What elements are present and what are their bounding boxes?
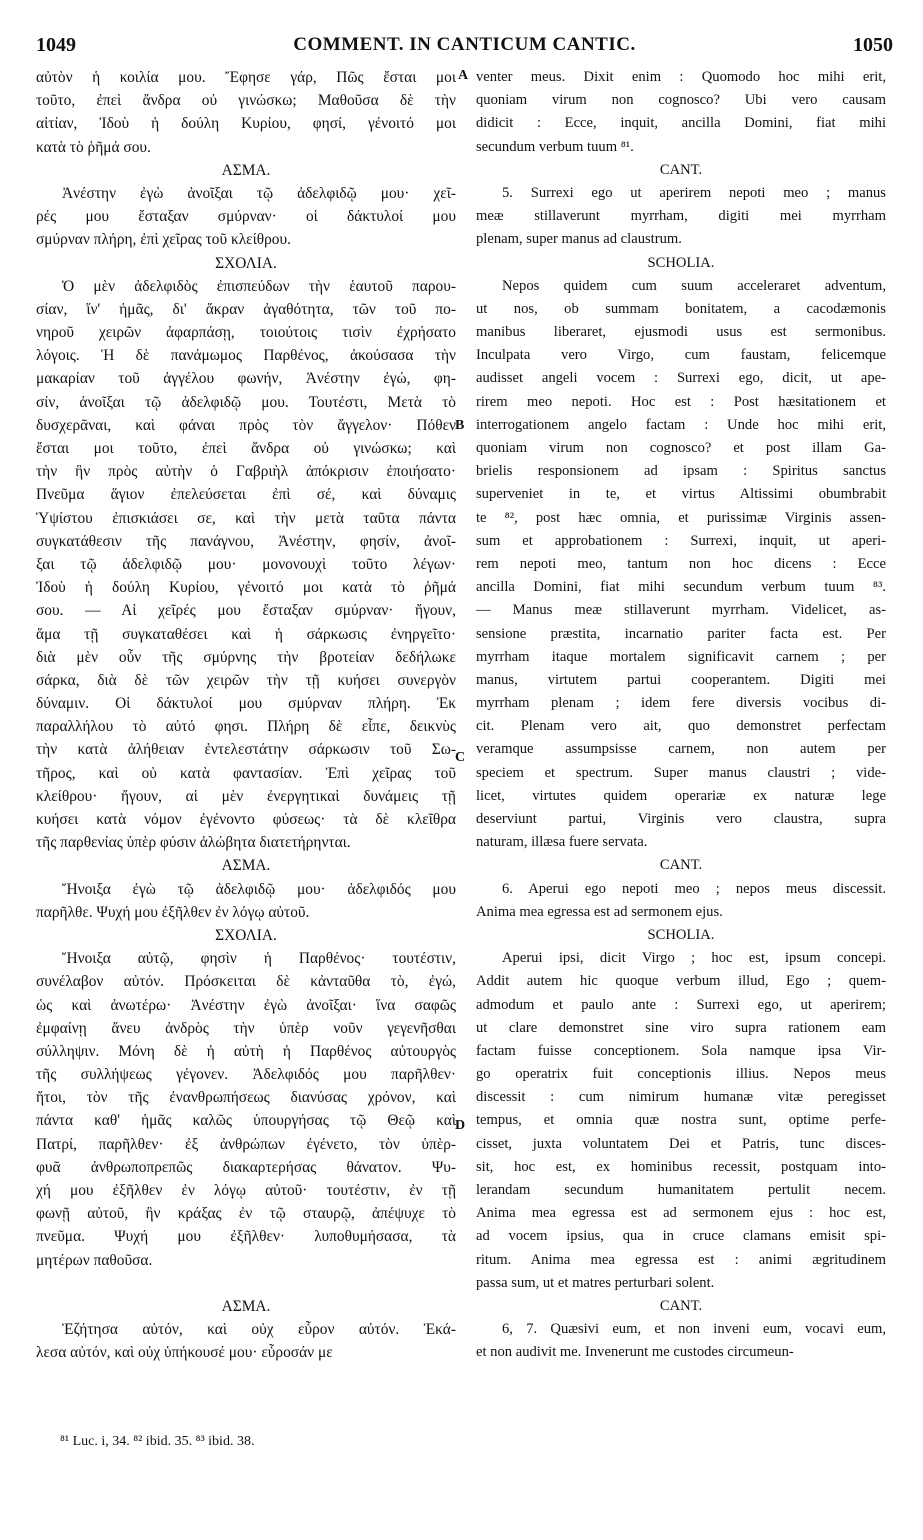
text-line: cit. Plenam vero ait, quo demonstret perfectam [476, 718, 886, 735]
text-line: plenam, super manus ad claustrum. [476, 231, 682, 248]
text-line: Ὁ μὲν ἀδελφιδὸς ἐπισπεύδων τὴν ἑαυτοῦ παρου- [62, 277, 456, 295]
text-line: τὴν ἣν πρὸς αὐτὴν ὁ Γαβριὴλ ἀπόκρισιν ἐποιήσατο· [36, 463, 456, 481]
text-line: ancilla Domini, fiat mihi secundum verbum tuum ⁸³. [476, 579, 886, 596]
text-line: κυήσει κατὰ νόμον ἐγένοντο φύσεως· τὰ δὲ κλεῖθρα [36, 811, 456, 828]
text-line: go operatrix fuit conceptionis illius. Nepos meus [476, 1066, 886, 1083]
text-line: ἤτοι, τὸν τῆς ἐνανθρωπήσεως διανύσας χρόνον, καὶ [36, 1089, 456, 1107]
greek-column [36, 66, 456, 1365]
text-line: 6, 7. Quæsivi eum, et non inveni eum, vocavi eum, [502, 1321, 886, 1338]
text-line: manibus liberaret, ejusmodi usus est sermonibus. [476, 324, 886, 341]
text-line: τὴν κατὰ ἀλήθειαν ἐντελεστάτην σάρκωσιν τοῦ Σω- [36, 741, 456, 759]
text-line: Ἀνέστην ἐγὼ ἀνοῖξαι τῷ ἀδελφιδῷ μου· χεῖ- [62, 184, 456, 202]
text-line: ξαι τῷ ἀδελφιδῷ μου· μονονουχὶ τοῦτο λέγων· [36, 555, 456, 573]
text-line: rem nepoti meo, tantum non hoc dicens : Ecce [476, 555, 886, 572]
text-line: Ἰδοὺ ἡ δούλη Κυρίου, γένοιτό μοι κατὰ τὸ ῥῆμά [36, 579, 456, 597]
text-line: factam fuisse conceptionem. Sola namque ipsa Vir- [476, 1042, 886, 1059]
text-line: veramque assumpsisse carnem, non autem per [476, 741, 886, 758]
text-line: σίαν, ἵν' ἡμᾶς, δι' ἄκραν ἀγαθότητα, τῶν τοῦ πο- [36, 300, 456, 318]
text-line: ad vocem ipsius, qua in cruce clamans emisit spi- [476, 1228, 886, 1245]
text-line: σμύρναν πλήρη, ἐπὶ χεῖρας τοῦ κλείθρου. [36, 231, 291, 249]
text-line: secundum verbum tuum ⁸¹. [476, 138, 634, 155]
margin-letter-d: D [455, 1118, 466, 1133]
text-line: λεσα αὐτόν, καὶ οὐχ ὑπήκουσέ μου· εὗροσάν με [36, 1344, 333, 1362]
latin-column [476, 66, 886, 1365]
section-heading: ΑΣΜΑ. [221, 1297, 271, 1315]
footnotes: ⁸¹ Luc. i, 34. ⁸² ibid. 35. ⁸³ ibid. 38. [60, 1434, 255, 1449]
section-heading: SCHOLIA. [647, 254, 715, 271]
text-line: σίν, ἀνοῖξαι τῷ ἀδελφιδῷ μου. Τουτέστι, Μετὰ τὸ [36, 393, 456, 411]
text-line: ἅμα τῇ συγκαταθέσει καὶ ἡ σάρκωσις ἐνηργεῖτο· [36, 625, 456, 643]
text-line: ut nos, ob summam bonitatem, a cacodæmonis [476, 300, 886, 317]
text-line: sensione præstita, incarnatio pariter facta est. Per [476, 625, 886, 642]
text-line: ἔσται μοι τοῦτο, ἐπεὶ ἄνδρα οὐ γινώσκω; καὶ [36, 440, 456, 457]
text-line [36, 1272, 456, 1295]
text-line: interrogationem angelo factam : Unde hoc mihi erit, [476, 416, 886, 433]
text-line: χή μου ἐξῆλθεν ἐν λόγῳ αὐτοῦ· τουτέστιν, ἐν τῇ [36, 1182, 456, 1199]
text-line: et non audivit me. Invenerunt me custodes circumeun- [476, 1344, 794, 1361]
text-line: δυσχερᾶναι, καὶ φάναι πρὸς τὸν ἄγγελον· Πόθεν [36, 416, 456, 434]
section-heading: ΣΧΟΛΙΑ. [215, 254, 277, 272]
text-line: Ἤνοιξα αὐτῷ, φησὶν ἡ Παρθένος· τουτέστιν, [62, 950, 456, 968]
text-line: Ἐζήτησα αὐτόν, καὶ οὐχ εὗρον αὐτόν. Ἐκά- [62, 1321, 456, 1339]
text-line: sit, hoc est, ex hominibus recessit, postquam into- [476, 1158, 886, 1175]
text-line: ἐμφαίνῃ ἄνευ ἀνδρὸς τὴν ὑπὲρ νοῦν γεγενῆσθαι [36, 1019, 456, 1037]
text-line: μητέρων παθοῦσα. [36, 1251, 153, 1269]
text-line: φυᾶ ἀνθρωποπρεπῶς διακαρτερήσας θάνατον. Ψυ- [36, 1158, 456, 1176]
text-line: Anima mea egressa est ad sermonem ejus : hoc est, [476, 1205, 886, 1222]
text-line: speciem et spectrum. Super manus claustri ; vide- [476, 764, 886, 781]
text-line: admodum et paulo ante : Surrexi ego, ut aperirem; [476, 996, 886, 1013]
text-line: discessit : cum nimirum humanæ vitæ peregisset [476, 1089, 886, 1106]
text-line: manus, virtutem partui cooperantem. Digiti mei [476, 671, 886, 688]
text-line: Aperui ipsi, dicit Virgo ; hoc est, ipsum concepi. [502, 950, 886, 967]
text-line: 5. Surrexi ego ut aperirem nepoti meo ; manus [502, 184, 886, 201]
text-line: ritum. Anima mea egressa est : animi ægritudinem [476, 1251, 886, 1268]
text-line: μακαρίαν τοῦ ἀγγέλου φωνήν, Ἀνέστην ἐγώ, φη- [36, 370, 456, 388]
text-line: te ⁸², post hæc omnia, et purissimæ Virginis assen- [476, 509, 886, 526]
text-line: ut clare demonstret sine viro supra rationem eam [476, 1019, 886, 1036]
text-line: τῆς παρθενίας ὑπὲρ φύσιν ἀλώβητα διατετήρηνται. [36, 834, 351, 852]
text-line: κλείθρου· ἤγουν, αἱ μὲν ἐνεργητικαὶ δυνάμεις τῇ [36, 787, 456, 805]
text-line: 6. Aperui ego nepoti meo ; nepos meus discessit. [502, 880, 886, 897]
text-line: — Manus meæ stillaverunt myrrham. Videlicet, as- [476, 602, 886, 619]
section-heading: ΑΣΜΑ. [221, 857, 271, 875]
text-line: τῆς συλλήψεως γέγονεν. Ἀδελφιδός μου παρῆλθεν· [36, 1066, 456, 1084]
text-line: Anima mea egressa est ad sermonem ejus. [476, 903, 723, 920]
text-line: πάντα καθ' ἡμᾶς καλῶς ὑπουργήσας τῷ Θεῷ καὶ [36, 1112, 456, 1130]
text-line: audisset angeli vocem : Surrexi ego, dicit, ut ape- [476, 370, 886, 387]
text-line: παραλλήλου τὸ αὐτό φησι. Πλήρη δὲ εἶπε, δεικνὺς [36, 718, 456, 736]
margin-letter-b: B [455, 418, 465, 433]
page-header [36, 34, 893, 62]
text-line: myrrham plenam ; idem fere diversis vocibus di- [476, 695, 886, 712]
section-heading: CANT. [659, 161, 703, 178]
text-line: αὐτὸν ἡ κοιλία μου. Ἔφησε γάρ, Πῶς ἔσται μοι [36, 69, 456, 86]
text-line: ὡς καὶ ἀνωτέρω· Ἀνέστην ἐγὼ ἀνοῖξαι· ἵνα σαφῶς [36, 996, 456, 1014]
text-line: Πνεῦμα ἅγιον ἐπελεύσεται ἐπὶ σέ, καὶ δύναμις [36, 486, 456, 504]
text-line: Ἤνοιξα ἐγὼ τῷ ἀδελφιδῷ μου· ἀδελφιδός μου [62, 880, 456, 898]
text-line: αἰτίαν, Ἰδοὺ ἡ δούλη Κυρίου, φησί, γένοιτό μοι [36, 115, 456, 133]
text-line: tempus, et omnia quæ nostra sunt, optime perfe- [476, 1112, 886, 1129]
text-line: νηροῦ χειρῶν ἀφαρπάσῃ, τοιούτοις τισὶν ἐχρήσατο [36, 324, 456, 342]
text-line: meæ stillaverunt myrrham, digiti mei myrrham [476, 208, 886, 225]
text-line: quoniam virum non cognosco? et post illam Ga- [476, 440, 886, 456]
text-line: σύλληψιν. Μόνη δὲ ἡ αὐτὴ ἡ Παρθένος αὐτουργὸς [36, 1042, 456, 1060]
running-head: COMMENT. IN CANTICUM CANTIC. [293, 34, 636, 55]
text-line: sum et approbationem : Surrexi, inquit, ut aperi- [476, 532, 886, 549]
text-line: rirem meo nepoti. Hoc est : Post hæsitationem et [476, 393, 886, 410]
text-line: Nepos quidem cum suum acceleraret adventum, [502, 277, 886, 294]
text-line: cisset, juxta voluntatem Dei et Patris, tunc disces- [476, 1135, 886, 1152]
text-line: Addit autem hic quoque verbum illud, Ego ; quem- [476, 973, 886, 990]
text-line: brielis responsionem ad ipsam : Spiritus sanctus [476, 463, 886, 480]
text-line: licet, virtutes quidem operariæ ex naturæ lege [476, 787, 886, 804]
text-line: myrrham itaque mortalem significavit carnem ; per [476, 648, 886, 665]
text-line: quoniam virum non cognosco? Ubi vero causam [476, 92, 886, 109]
text-line: Πατρί, παρῆλθεν· ἐξ ἀνθρώπων ἐγένετο, τὸν ὑπὲρ- [36, 1135, 456, 1153]
text-line: Ὑψίστου ἐπισκιάσει σε, καὶ τὴν μετὰ ταῦτα πάντα [36, 509, 456, 527]
text-line: παρῆλθε. Ψυχή μου ἐξῆλθεν ἐν λόγῳ αὐτοῦ. [36, 903, 310, 921]
text-line: σάρκα, διὰ δὲ τῶν χειρῶν τὴν τῇ κυήσει συνεργὸν [36, 671, 456, 689]
margin-letter-a: A [458, 68, 469, 83]
text-line: venter meus. Dixit enim : Quomodo hoc mihi erit, [476, 69, 886, 85]
text-line: τῆρος, καὶ οὐ κατὰ φαντασίαν. Ἐπὶ χεῖρας τοῦ [36, 764, 456, 782]
text-line: naturam, illæsa fuere servata. [476, 834, 648, 851]
text-line: συνέλαβον αὐτόν. Πρόσκειται δὲ κἀνταῦθα τὸ, ἐγώ, [36, 973, 456, 991]
text-line: διὰ μὲν οὖν τῆς σμύρνης τὴν βροτείαν δεδήλωκε [36, 648, 456, 666]
section-heading: CANT. [659, 1297, 703, 1314]
text-line: superveniet in te, et virtus Altissimi obumbrabit [476, 486, 886, 503]
section-heading: SCHOLIA. [647, 926, 715, 943]
text-line: σου. — Αἱ χεῖρές μου ἔσταξαν σμύρναν· ἤγουν, [36, 602, 456, 620]
text-line: lerandam secundum humanitatem pertulit necem. [476, 1182, 886, 1198]
text-line: deserviunt partui, Virginis vero claustra, supra [476, 811, 886, 827]
text-line: δύναμιν. Οἱ δάκτυλοί μου σμύρναν πλήρη. Ἐκ [36, 695, 456, 713]
margin-letter-c: C [455, 750, 466, 765]
text-line: λόγοις. Ἡ δὲ πανάμωμος Παρθένος, ἀκούσασα τὴν [36, 347, 456, 365]
text-line: κατὰ τὸ ῥῆμά σου. [36, 138, 151, 156]
page-number-left: 1049 [36, 34, 76, 56]
text-line: passa sum, ut et matres perturbari solent. [476, 1274, 715, 1291]
page-number-right: 1050 [853, 34, 893, 56]
text-line: didicit : Ecce, inquit, ancilla Domini, fiat mihi [476, 115, 886, 132]
section-heading: ΣΧΟΛΙΑ. [215, 926, 277, 944]
section-heading: ΑΣΜΑ. [221, 161, 271, 179]
text-line: τοῦτο, ἐπεὶ ἄνδρα οὐ γινώσκω; Μαθοῦσα δὲ τὴν [36, 92, 456, 110]
text-line: πνεῦμα. Ψυχή μου ἐξῆλθεν· λυποθυμήσασα, τὰ [36, 1228, 456, 1246]
text-line: φωνῇ αὐτοῦ, ἣν κράξας ἐν τῷ σταυρῷ, ἀπέψυχε τὸ [36, 1205, 456, 1223]
section-heading: CANT. [659, 857, 703, 874]
text-line: ρές μου ἔσταξαν σμύρναν· οἱ δάκτυλοί μου [36, 208, 456, 226]
text-line: συγκατάθεσιν τῆς πανάγνου, Ἀνέστην, φησίν, ἀνοῖ- [36, 532, 456, 550]
text-line: Inculpata vero Virgo, cum faustam, felicemque [476, 347, 886, 364]
